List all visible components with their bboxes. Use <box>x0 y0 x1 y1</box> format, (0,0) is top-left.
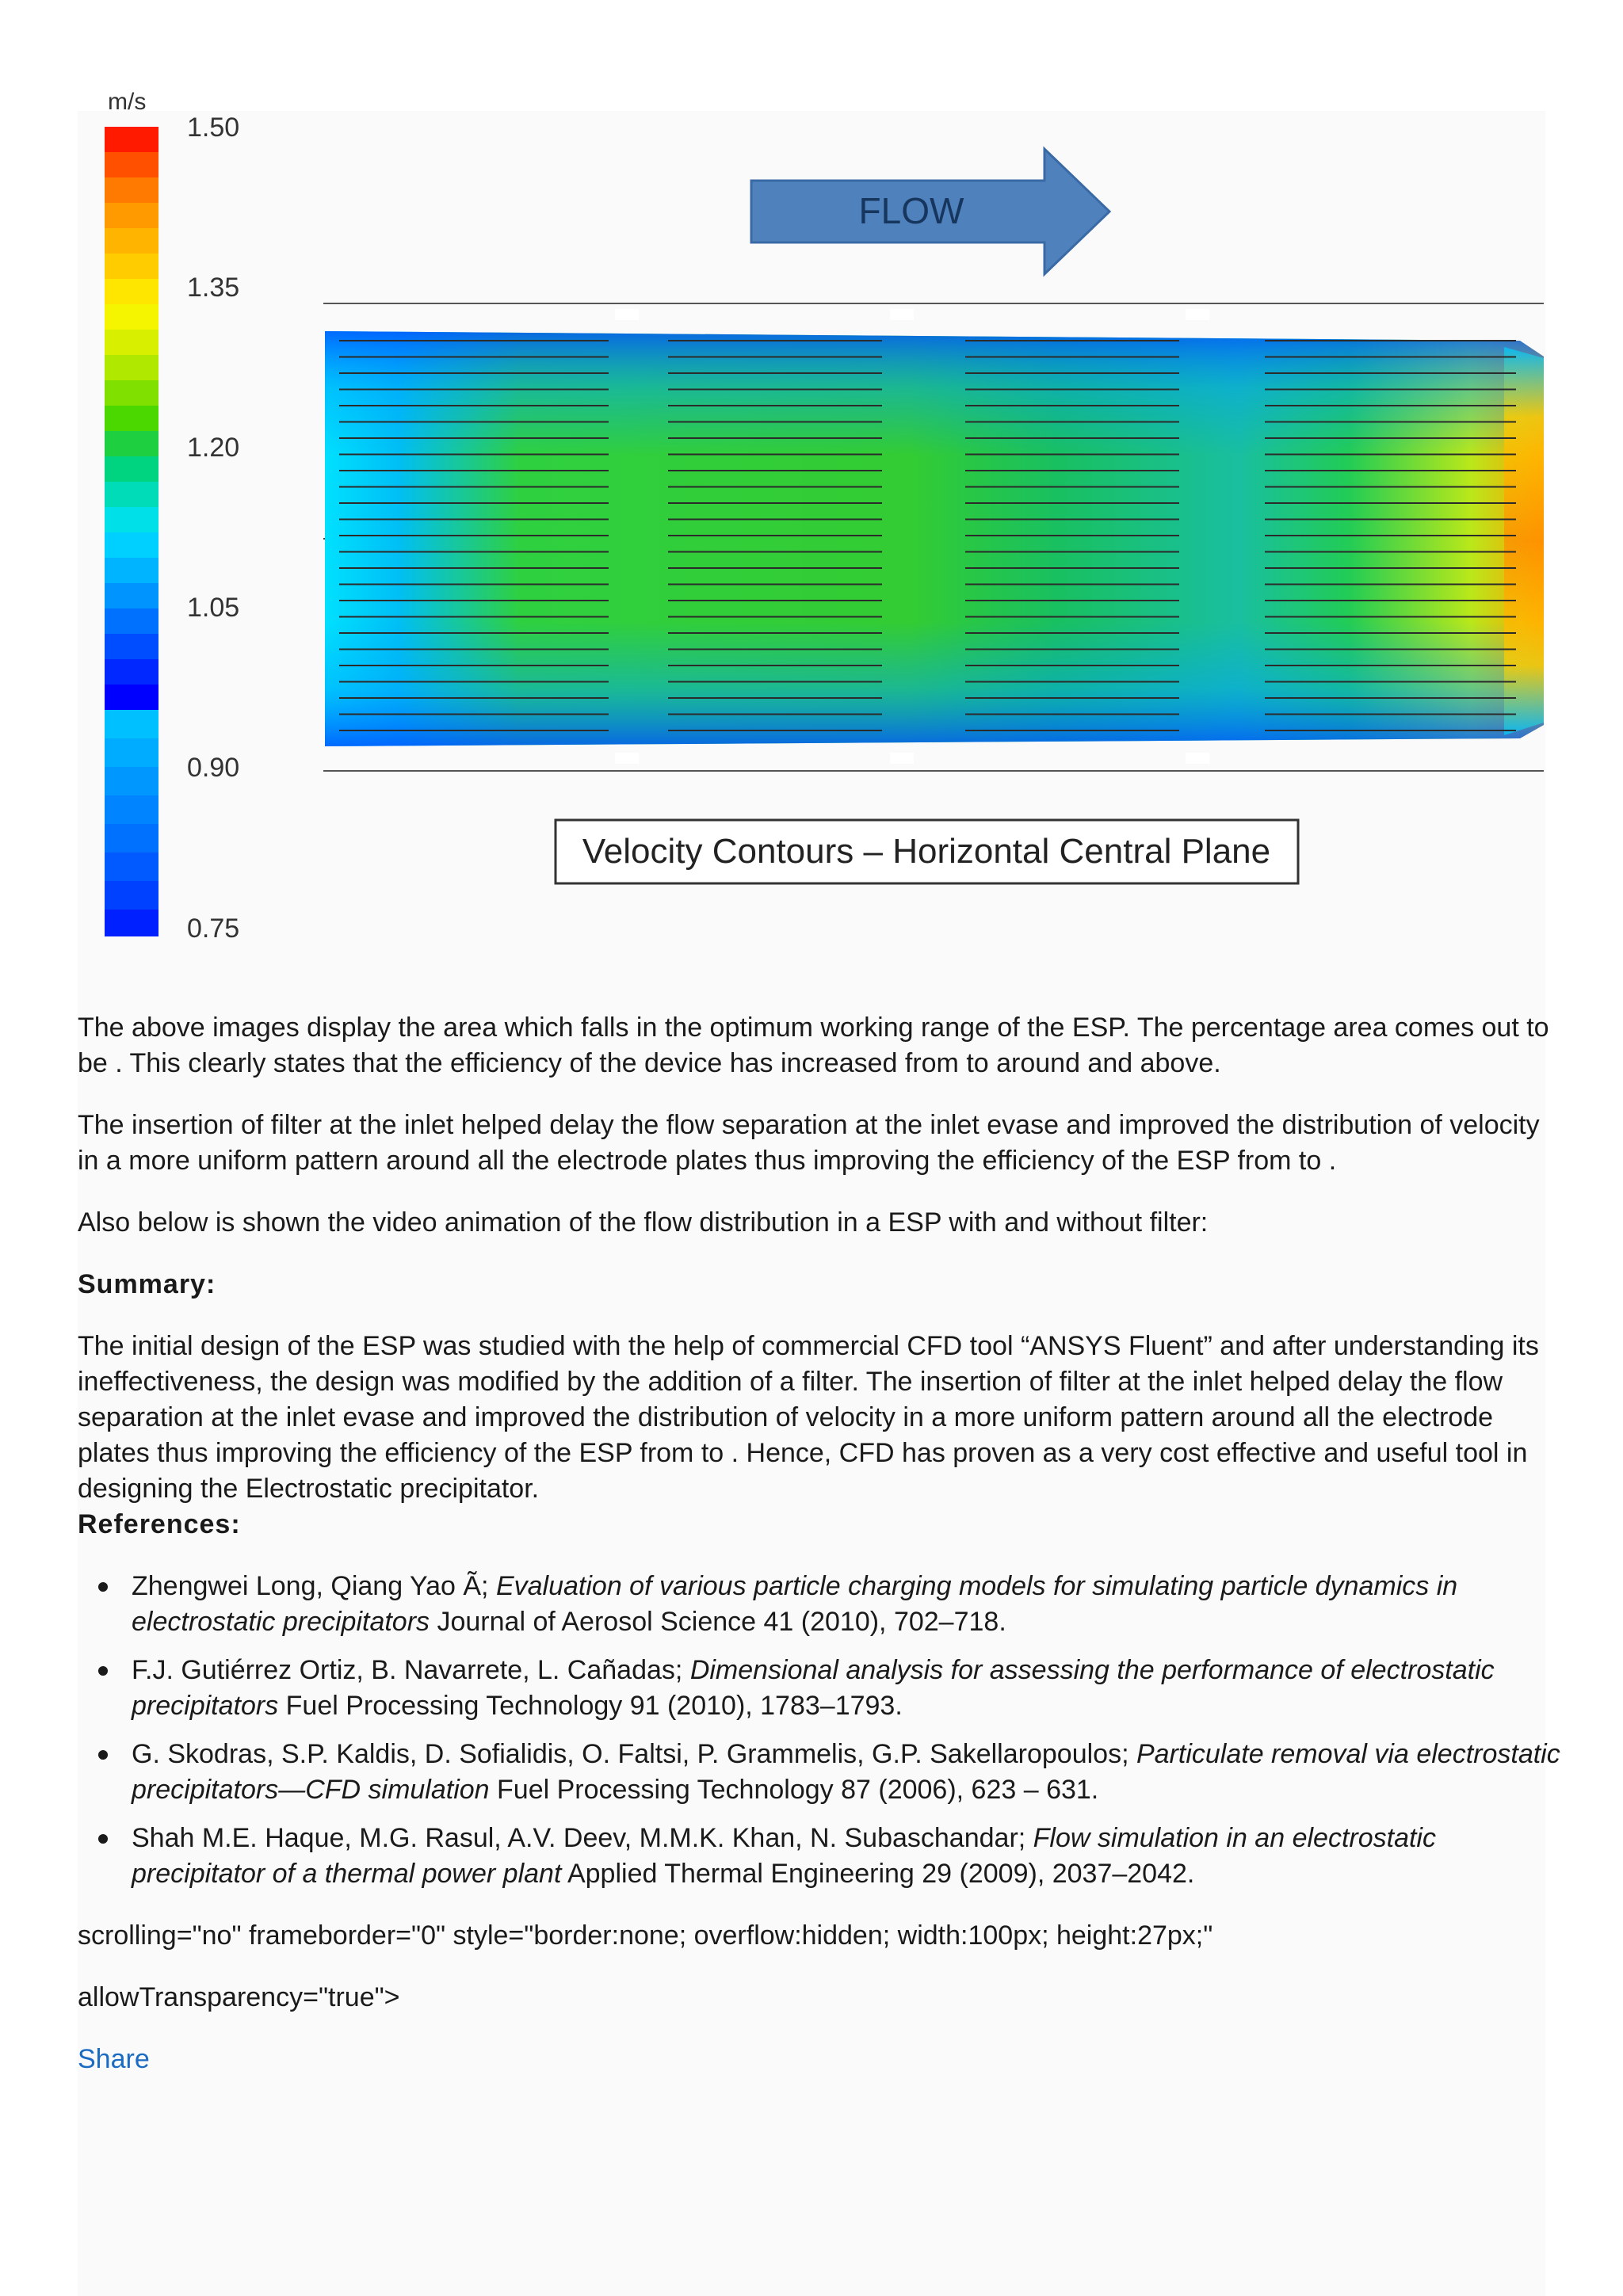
paragraph-efficiency: The above images display the area which falls in the optimum working range of the ESP. The percentage area comes out to be . This clearly states that the efficiency of the device has increased from to around and above. <box>78 1013 1549 1078</box>
references-list <box>78 1569 1568 1892</box>
reference-title: Particulate removal via electrostatic precipitators—CFD simulation <box>132 1739 1560 1805</box>
figure-caption-box <box>556 820 1298 883</box>
colorbar-tick-5: 0.90 <box>187 753 240 783</box>
list-item <box>132 1737 1568 1808</box>
reference-authors: Shah M.E. Haque, M.G. Rasul, A.V. Deev, M.M.K. Khan, N. Subaschandar; <box>132 1823 1033 1853</box>
velocity-contour-figure <box>78 79 1568 974</box>
colorbar-tick-2: 1.35 <box>187 273 240 303</box>
flow-arrow <box>751 149 1109 274</box>
colorbar-unit: m/s <box>108 89 147 115</box>
embed-code-line-2: allowTransparency="true"> <box>78 1982 400 2012</box>
colorbar-lower <box>105 710 158 936</box>
list-item <box>132 1653 1568 1724</box>
paragraph-video: Also below is shown the video animation of the flow distribution in a ESP with and without filter: <box>78 1207 1209 1238</box>
reference-source: Journal of Aerosol Science 41 (2010), 702–718. <box>430 1607 1006 1637</box>
references-heading: References: <box>78 1509 241 1539</box>
colorbar-tick-6: 0.75 <box>187 913 240 944</box>
reference-title: Evaluation of various particle charging models for simulating particle dynamics in electrostatic precipitators <box>132 1571 1458 1637</box>
velocity-contour-field <box>325 331 1544 746</box>
colorbar-tick-4: 1.05 <box>187 593 240 623</box>
list-item <box>132 1821 1568 1892</box>
embed-code-line-1: scrolling="no" frameborder="0" style="border:none; overflow:hidden; width:100px; height:27px;" <box>78 1920 1213 1951</box>
share-link[interactable]: Share <box>78 2044 150 2074</box>
reference-title: Flow simulation in an electrostatic precipitator of a thermal power plant <box>132 1823 1436 1889</box>
list-item <box>132 1569 1568 1640</box>
reference-source: Fuel Processing Technology 87 (2006), 623 – 631. <box>489 1775 1099 1805</box>
flow-arrow-label: FLOW <box>858 190 964 231</box>
colorbar-tick-1: 1.50 <box>187 113 240 143</box>
reference-authors: G. Skodras, S.P. Kaldis, D. Sofialidis, O. Faltsi, P. Grammelis, G.P. Sakellaropoulos; <box>132 1739 1136 1769</box>
colorbar <box>105 127 158 710</box>
reference-authors: Zhengwei Long, Qiang Yao Ã; <box>132 1571 496 1601</box>
figure-caption: Velocity Contours – Horizontal Central Plane <box>582 832 1271 871</box>
article-body <box>78 1010 1568 2077</box>
paragraph-filter: The insertion of filter at the inlet helped delay the flow separation at the inlet evase and improved the distribution of velocity in a more uniform pattern around all the electrode plates thus improving the efficiency of the ESP from to . <box>78 1110 1540 1176</box>
summary-heading: Summary: <box>78 1269 216 1299</box>
summary-text: The initial design of the ESP was studied with the help of commercial CFD tool “ANSYS Fluent” and after understanding its ineffectiveness, the design was modified by the addition of a filter. The insertion of filter at the inlet helped delay the flow separation at the inlet evase and improved the distribution of velocity in a more uniform pattern around all the electrode plates thus improving the efficiency of the ESP from to . Hence, CFD has proven as a very cost effective and useful tool in designing the Electrostatic precipitator. <box>78 1331 1539 1504</box>
reference-title: Dimensional analysis for assessing the performance of electrostatic precipitators <box>132 1655 1495 1721</box>
reference-authors: F.J. Gutiérrez Ortiz, B. Navarrete, L. Cañadas; <box>132 1655 690 1685</box>
reference-source: Fuel Processing Technology 91 (2010), 1783–1793. <box>278 1691 903 1721</box>
reference-source: Applied Thermal Engineering 29 (2009), 2037–2042. <box>561 1859 1195 1889</box>
colorbar-tick-3: 1.20 <box>187 433 240 463</box>
